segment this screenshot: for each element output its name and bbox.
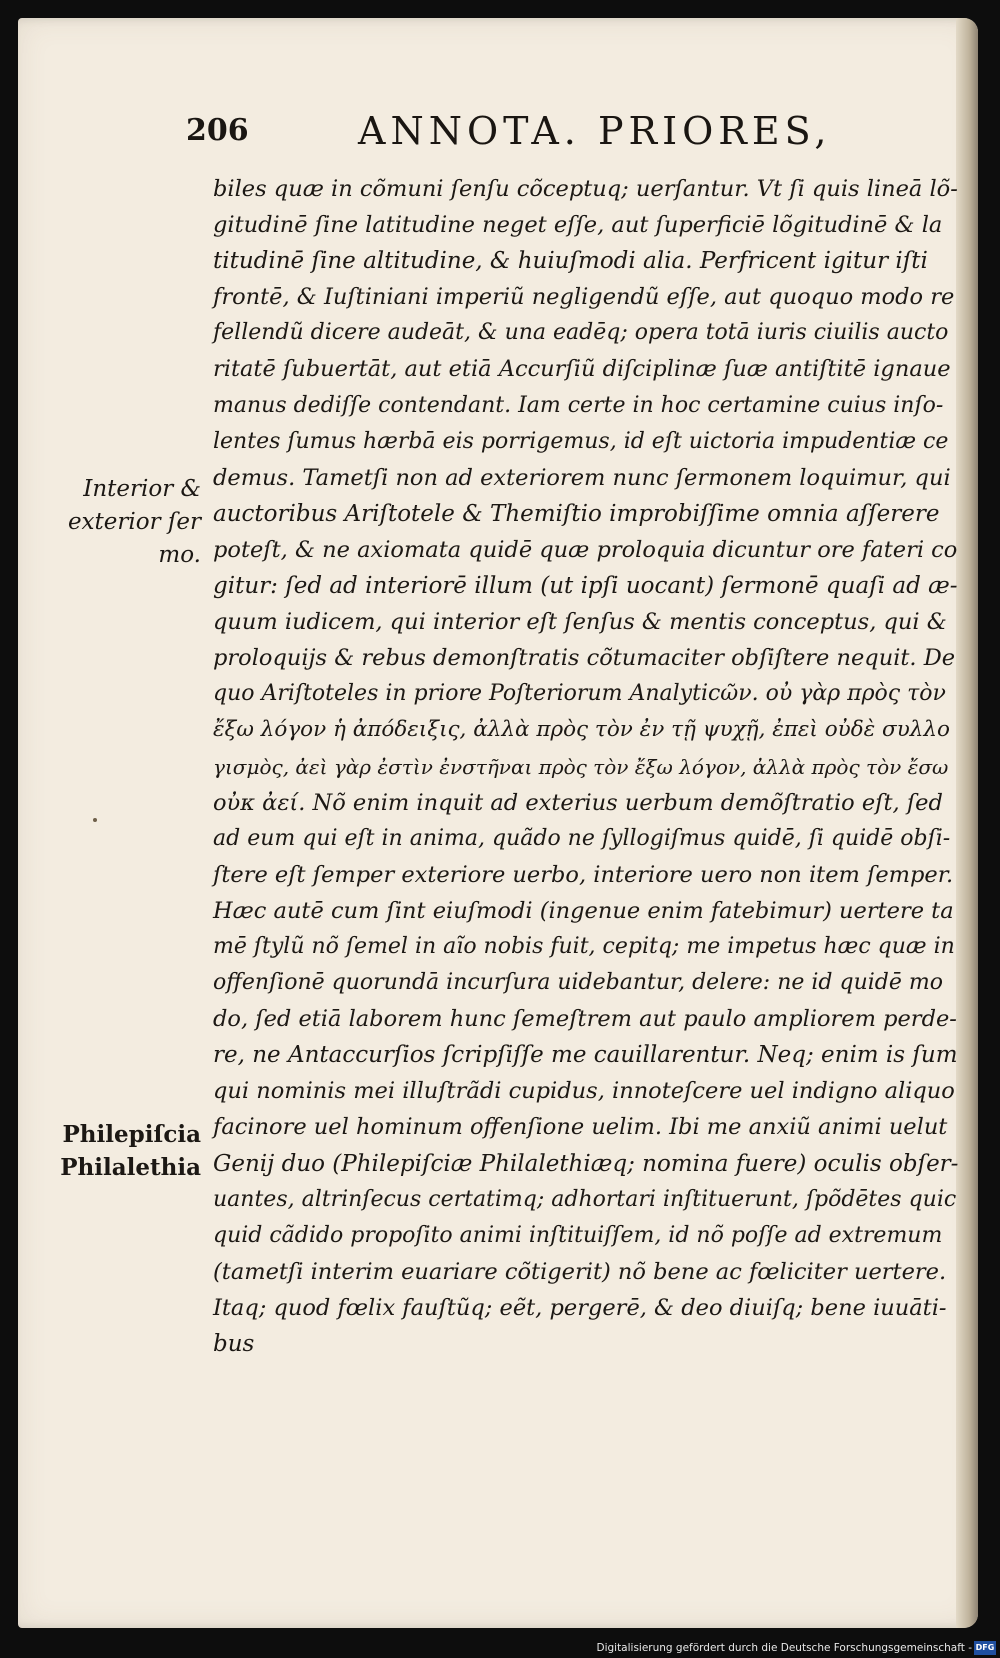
text-line: frontē, & Iuſtiniani imperiũ negligendũ eſſe, aut quoquo modo re [213, 284, 955, 311]
text-line: fellendũ dicere audeāt, & una eadēq; opera totā iuris ciuilis aucto [213, 320, 949, 346]
running-head [168, 103, 948, 153]
text-line: quum iudicem, qui interior eſt ſenſus & mentis conceptus, qui & [213, 609, 947, 636]
margin-note-interior-exterior [26, 473, 201, 572]
text-line: facinore uel hominum offenſione uelim. Ibi me anxiũ animi uelut [213, 1114, 948, 1141]
footer-credit: Digitalisierung gefördert durch die Deutsche Forschungsgemeinschaft - [596, 1642, 972, 1654]
page-number: 206 [186, 113, 249, 148]
text-line: Hæc autē cum ſint eiuſmodi (ingenue enim fatebimur) uertere ta [213, 897, 954, 924]
margin-note-line: mo. [158, 542, 201, 568]
text-line: γισμὸς, ἀεὶ γὰρ ἐστὶν ἐνστῆναι πρὸς τὸν ἔξω λόγον, ἀλλὰ πρὸς τὸν ἔσω [213, 754, 949, 779]
text-line: ſtere eſt ſemper exteriore uerbo, interiore uero non item ſemper. [213, 861, 954, 888]
margin-note-line: Philepiſcia [62, 1121, 201, 1148]
text-line: Itaq; quod fœlix fauſtũq; eẽt, pergerē, & deo diuiſq; bene iuuāti- [213, 1294, 947, 1321]
body-text [213, 171, 958, 1362]
margin-note-philepiscia [26, 1118, 201, 1184]
page-edge [956, 18, 978, 1628]
margin-note-line: Interior & [83, 476, 201, 502]
text-line: do, ſed etiā laborem hunc ſemeſtrem aut paulo ampliorem perde- [213, 1006, 957, 1033]
text-line: re, ne Antaccurſios ſcripſiſſe me cauillarentur. Neq; enim is ſum [213, 1042, 958, 1069]
text-line: proloquijs & rebus demonſtratis cõtumaciter obſiſtere nequit. De [213, 645, 956, 672]
text-line: gitur: ſed ad interiorē illum (ut ipſi uocant) ſermonē quaſi ad æ- [213, 573, 958, 600]
book-page [18, 18, 978, 1628]
running-title: ANNOTA. PRIORES, [358, 109, 832, 153]
text-line: manus dediſſe contendant. Iam certe in hoc certamine cuius inſo- [213, 392, 944, 418]
text-line: offenſionē quorundā incurſura uidebantur, delere: ne id quidē mo [213, 970, 943, 996]
text-line: qui nominis mei illuſtrãdi cupidus, innoteſcere uel indigno aliquo [213, 1078, 955, 1105]
text-line: demus. Tametſi non ad exteriorem nunc ſermonem loquimur, qui [213, 464, 951, 491]
text-line: titudinē ſine altitudine, & huiuſmodi alia. Perfricent igitur iſti [213, 248, 928, 275]
text-line: οὐκ ἀεί. Nõ enim inquit ad exterius uerbum demõſtratio eſt, ſed [213, 789, 943, 816]
text-line: ἔξω λόγον ἡ ἀπόδειξις, ἀλλὰ πρὸς τὸν ἐν τῇ ψυχῇ, ἐπεὶ οὐδὲ συλλο [213, 717, 950, 743]
ink-speck [93, 818, 97, 822]
margin-note-line: exterior ſer [67, 509, 201, 535]
text-line: bus [213, 1331, 255, 1357]
text-line: uantes, altrinſecus certatimq; adhortari inſtituerunt, ſpõdētes quic [213, 1186, 957, 1212]
text-line: poteſt, & ne axiomata quidē quæ proloquia dicuntur ore fateri co [213, 536, 958, 563]
text-line: ad eum qui eſt in anima, quãdo ne ſyllogiſmus quidē, ſi quidē obſi- [213, 825, 951, 851]
text-line: mē ſtylũ nõ ſemel in aĩo nobis fuit, cepitq; me impetus hæc quæ in [213, 933, 955, 959]
footer-banner [580, 1636, 1000, 1658]
text-line: ritatē ſubuertāt, aut etiā Accurſiũ diſciplinæ ſuæ antiſtitē ignaue [213, 356, 951, 383]
text-line: quid cãdido propoſito animi inſtituiſſem, id nõ poſſe ad extremum [213, 1222, 943, 1248]
text-line: Genij duo (Philepiſciæ Philalethiæq; nomina fuere) oculis obſer- [213, 1150, 959, 1177]
margin-note-line: Philalethia [60, 1154, 201, 1181]
text-line: auctoribus Ariſtotele & Themiſtio improbiſſime omnia aſſerere [213, 500, 940, 527]
text-line: lentes ſumus hærbā eis porrigemus, id eſt uictoria impudentiæ ce [213, 428, 949, 454]
text-line: (tametſi interim euariare cõtigerit) nõ bene ac fœliciter uertere. [213, 1258, 947, 1285]
text-line: biles quæ in cõmuni ſenſu cõceptuq; uerſantur. Vt ſi quis lineā lõ- [213, 176, 958, 202]
text-line: gitudinē ſine latitudine neget eſſe, aut ſuperficiē lõgitudinē & la [213, 212, 943, 239]
text-line: quo Ariſtoteles in priore Poſteriorum Analyticῶν. οὐ γὰρ πρὸς τὸν [213, 681, 946, 707]
dfg-logo: DFG [974, 1641, 996, 1655]
